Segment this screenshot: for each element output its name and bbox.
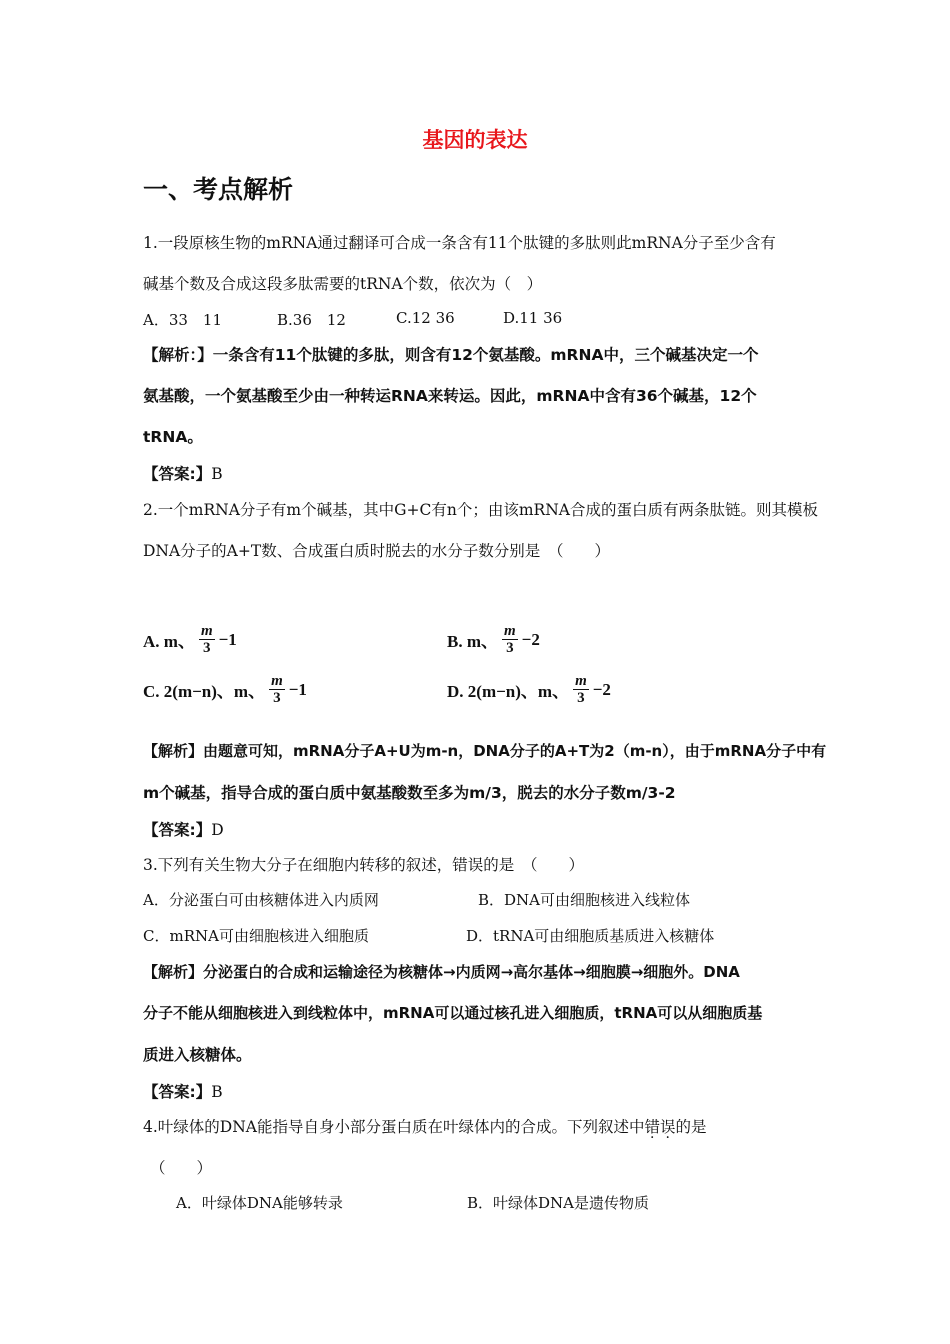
fraction: $\frac{m}{3}$ [271, 673, 283, 706]
q1-stem-line1: 1.一段原核生物的mRNA通过翻译可合成一条含有11个肽键的多肽则此mRNA分子至少含有 [143, 234, 776, 252]
q3-option-b: B．DNA可由细胞核进入线粒体 [478, 891, 691, 909]
q1-option-c: C.12 36 [396, 309, 455, 327]
q1-analysis-line1: 【解析：】一条含有11个肽键的多肽，则含有12个氨基酸。mRNA中，三个碱基决定一个 [143, 346, 759, 364]
fraction: $\frac{m}{3}$ [200, 623, 213, 656]
q3-answer [143, 1080, 223, 1102]
emphasis-char: 误 [660, 1118, 676, 1136]
q4-stem-line2: （ ） [150, 1159, 213, 1177]
q2-stem-line1: 2.一个mRNA分子有m个碱基，其中G+C有n个；由该mRNA合成的蛋白质有两条肽链。则其模板 [143, 501, 818, 519]
q2-analysis-line1: 【解析】由题意可知，mRNA分子A+U为m-n，DNA分子的A+T为2（m-n），由于mRNA分子中有 [143, 742, 827, 760]
q3-analysis-line2: 分子不能从细胞核进入到线粒体中，mRNA可以通过核孔进入细胞质，tRNA可以从细胞质基 [143, 1004, 763, 1022]
q1-analysis-line2: 氨基酸，一个氨基酸至少由一种转运RNA来转运。因此，mRNA中含有36个碱基，12个 [143, 387, 757, 405]
q4-option-b: B．叶绿体DNA是遗传物质 [467, 1194, 650, 1212]
answer-label: 【答案:】 [143, 465, 212, 483]
q4-option-a: A．叶绿体DNA能够转录 [176, 1194, 343, 1212]
q1-option-d: D.11 36 [503, 309, 563, 327]
emphasis-char: 错 [644, 1118, 660, 1136]
q3-option-a: A．分泌蛋白可由核糖体进入内质网 [143, 891, 379, 909]
q1-analysis-line3: tRNA。 [143, 428, 203, 446]
q2-option-a: A. m、 $\frac{m}{3}$ −1 [143, 623, 237, 656]
page-title: 基因的表达 [422, 128, 528, 152]
q2-answer [143, 818, 224, 840]
q2-stem-line2: DNA分子的A+T数、合成蛋白质时脱去的水分子数分别是 （ ） [143, 542, 610, 560]
section-heading: 一、考点解析 [143, 175, 294, 204]
q3-option-c: C．mRNA可由细胞核进入细胞质 [143, 927, 369, 945]
q1-option-b: B.36 12 [277, 311, 346, 329]
q3-option-d: D．tRNA可由细胞质基质进入核糖体 [466, 927, 715, 945]
answer-value: B [211, 1083, 223, 1101]
q3-analysis-line3: 质进入核糖体。 [143, 1046, 252, 1064]
q3-stem: 3.下列有关生物大分子在细胞内转移的叙述，错误的是 （ ） [143, 856, 585, 874]
q1-answer [143, 462, 223, 484]
answer-value: B [211, 465, 223, 483]
q2-option-c: C. 2(m−n)、m、 $\frac{m}{3}$ −1 [143, 673, 307, 706]
answer-value: D [211, 821, 224, 839]
fraction: $\frac{m}{3}$ [504, 623, 516, 656]
q2-analysis-line2: m个碱基，指导合成的蛋白质中氨基酸数至多为m/3，脱去的水分子数m/3-2 [143, 784, 676, 802]
q4-stem-line1: 4.叶绿体的DNA能指导自身小部分蛋白质在叶绿体内的合成。下列叙述中错误的是 [143, 1118, 707, 1136]
q1-option-a: A．33 11 [143, 311, 223, 329]
answer-label: 【答案:】 [143, 1083, 212, 1101]
fraction: $\frac{m}{3}$ [575, 673, 587, 706]
q1-stem-line2: 碱基个数及合成这段多肽需要的tRNA个数，依次为（ ） [143, 275, 543, 293]
q2-option-b: B. m、 $\frac{m}{3}$ −2 [447, 623, 540, 656]
q2-option-d: D. 2(m−n)、m、 $\frac{m}{3}$ −2 [447, 673, 611, 706]
q3-analysis-line1: 【解析】分泌蛋白的合成和运输途径为核糖体→内质网→高尔基体→细胞膜→细胞外。DNA [143, 963, 740, 981]
answer-label: 【答案:】 [143, 821, 212, 839]
